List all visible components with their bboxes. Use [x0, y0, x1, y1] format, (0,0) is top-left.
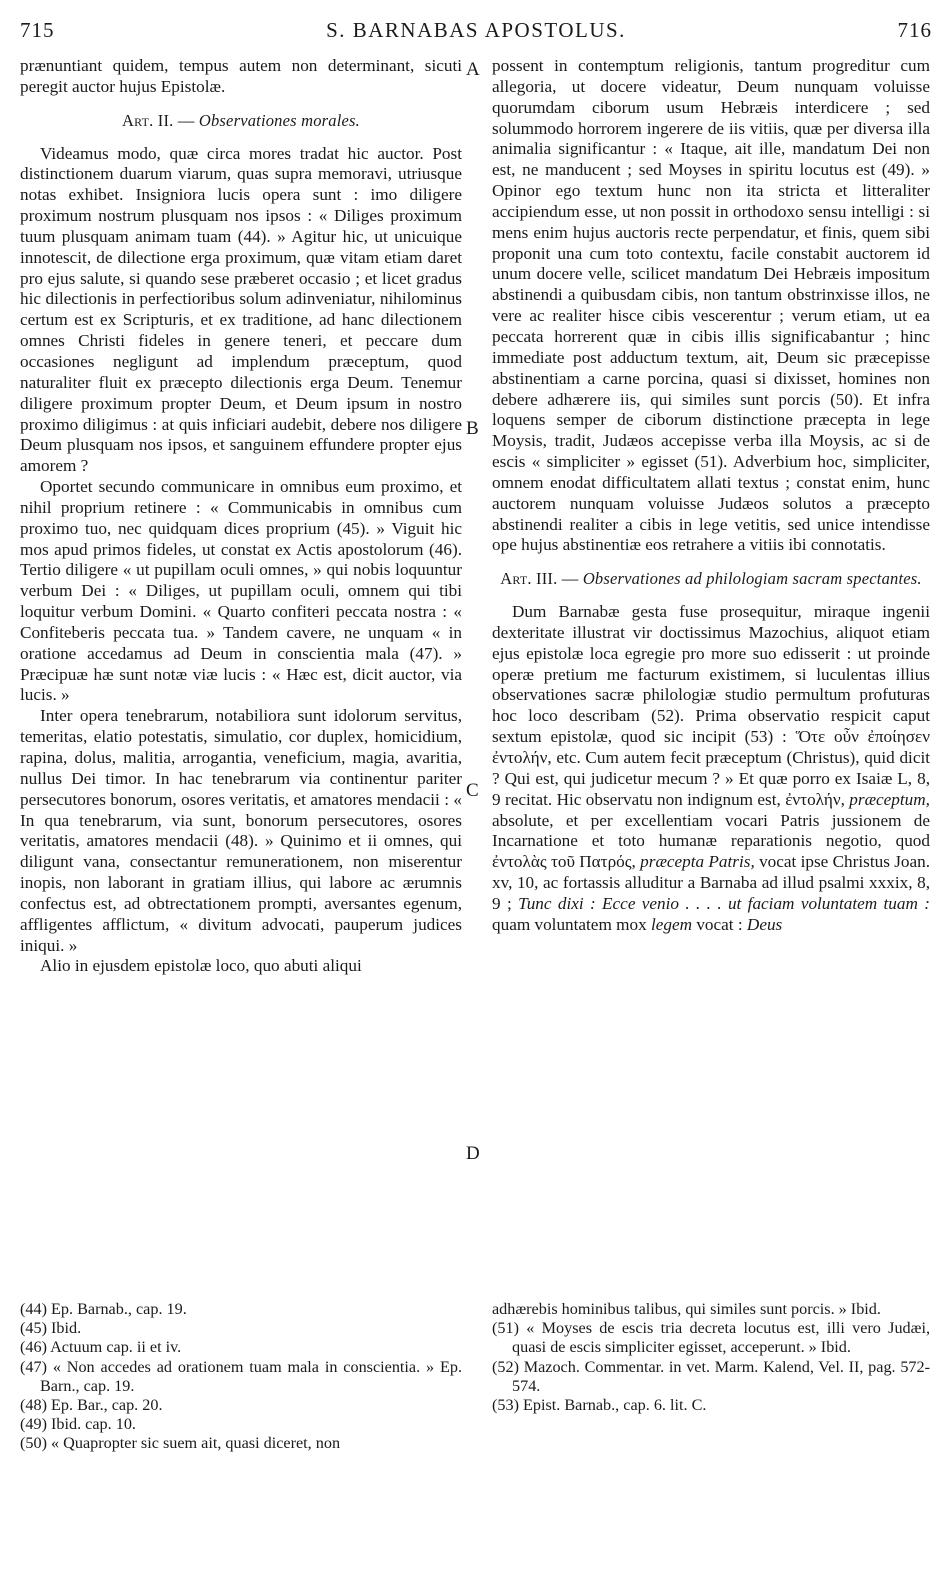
footnote-48: (48) Ep. Bar., cap. 20. — [20, 1396, 163, 1415]
page-number-right: 716 — [897, 18, 932, 42]
running-title: S. BARNABAS APOSTOLUS. — [326, 18, 626, 42]
heading-title: Observationes morales. — [198, 110, 360, 130]
left-paragraph-4: Inter opera tenebrarum, notabiliora sunt idolorum servitus, temeritas, elatio potestatis, simulatio, cor duplex, homicidium, rapina, dolus, malitia, arrogantia, veneficium, magia, avaritia, nullus Dei timor. In hac tenebrarum via continentur pariter persecutores bonorum, osores veritatis, et amatores mendacii : « In qua tenebrarum, via sunt, bonorum persecutores, osores veritatis, amatores mendacii (48). » Quinimo et ii omnes, qui diligunt vana, consectantur remunerationem, non miserentur inopis, non laborant in gratiam illius, qui labore ac ærumnis confectus est, ad obtrectationem prompti, aversantes egenum, affligentes afflictum, « divitum advocati, pauperum judices iniqui. » — [20, 706, 462, 955]
heading-title: Observationes ad philologiam sacram spectantes. — [582, 569, 922, 589]
footnotes-right — [492, 1300, 930, 1415]
italic-run: legem — [650, 914, 693, 934]
margin-letter-c: C — [466, 780, 479, 801]
footnote-52: (52) Mazoch. Commentar. in vet. Marm. Kalend, Vel. II, pag. 572-574. — [492, 1357, 930, 1395]
text-run: etc. Cum autem fecit præceptum (Christus), quid dicit ? Qui est, qui judicetur mecum ? » Et quæ porro ex Isaiæ L, 8, 9 recitat. Hic observatu non indignum est, — [492, 748, 930, 809]
greek-run: ἐντολήν, — [785, 789, 845, 809]
footnote-51: (51) « Moyses de escis tria decreta locutus est, illi vero Judæi, quasi de escis simpliciter egisset, acceperunt. » Ibid. — [492, 1319, 930, 1357]
left-paragraph-2: Videamus modo, quæ circa mores tradat hic auctor. Post distinctionem duarum viarum, quas supra memoravi, utriusque notas exhibet. Insigniora lucis opera sunt : imo diligere proximum nostrum plusquam nos ipsos : « Diliges proximum tuum plusquam animam tuam (44). » Agitur hic, ut unicuique innotescit, de dilectione erga proximum, quæ vitam etiam daret pro ejus salute, si quando sese præberet occasio ; et licet gradus hic dilectionis in perfectioribus solum adinveniatur, nihilominus certum est ex Scripturis, et ex traditione, ad hanc dilectionem omnes Christi fideles in genere teneri, et peccare dum occasiones negligunt ad implendum præceptum, quod naturaliter fluit ex præcepto dilectionis erga Deum. Tenemur diligere proximum propter Deum, et Deum ipsum in nostro proximo diligimus : at quis inficiari audebit, debere nos diligere Deum plusquam nos ipsos, et sanguinem effundere propter ejus amorem ? — [20, 143, 462, 476]
footnote-50-continued: adhærebis hominibus talibus, qui similes sunt porcis. » Ibid. — [492, 1300, 881, 1318]
footnote-45: (45) Ibid. — [20, 1319, 82, 1338]
margin-letter-d: D — [466, 1143, 480, 1164]
footnote-44: (44) Ep. Barnab., cap. 19. — [20, 1300, 187, 1318]
section-heading-art-2 — [20, 111, 462, 132]
greek-run: Ὅτε οὖν ἐποίησεν ἐντολήν, — [492, 727, 930, 767]
page-header — [20, 14, 932, 44]
section-heading-art-3 — [492, 569, 930, 590]
greek-run: ἐντολὰς τοῦ Πατρός, — [492, 852, 636, 872]
heading-label: Art. II. — — [122, 110, 195, 130]
text-run: vocat ipse Christus Joan. xv, 10, ac fortassis alluditur a Barnaba ad illud psalmi xxxix, 8, 9 ; — [492, 852, 930, 913]
text-run: Dum Barnabæ gesta fuse prosequitur, miraque ingenii dexteritate illustrat vir doctissimus Mazochius, aliquot etiam ejus epistolæ loca egregie pro more suo edisserit : ut proinde operæ pretium me facturum existimem, si luculentas illius observationes sacræ philologiæ studio permultum profuturas hoc loco describam (52). Prima observatio respicit caput sextum epistolæ, quod sic incipit (53) : — [492, 602, 930, 747]
margin-letter-b: B — [466, 418, 479, 439]
italic-run: præceptum, — [844, 789, 930, 809]
footnotes-left — [20, 1300, 462, 1454]
right-column — [492, 56, 930, 936]
left-column — [20, 56, 462, 977]
italic-run: Tunc dixi : Ecce venio . . . . ut faciam voluntatem tuam : — [518, 893, 930, 913]
footnote-50: (50) « Quapropter sic suem ait, quasi diceret, non — [20, 1434, 341, 1453]
margin-letter-a: A — [466, 59, 480, 80]
text-run: vocat : — [692, 914, 747, 934]
footnote-46: (46) Actuum cap. ii et iv. — [20, 1338, 182, 1357]
text-run: quam voluntatem mox — [492, 914, 651, 934]
left-paragraph-3: Oportet secundo communicare in omnibus eum proximo, et nihil proprium retinere : « Communicabis in omnibus cum proximo tuo, nec quidquam dices proprium (45). » Viguit hic mos apud primos fideles, ut constat ex Actis apostolorum (46). Tertio diligere « ut pupillam oculi omnes, » qui nobis loquuntur verbum Dei : « Diliges, ut pupillam oculi, omnem qui tibi loquitur verbum Domini. « Quarto confiteri peccata nostra : « Confiteberis peccata tua. » Tandem cavere, ne unquam « in oratione accedamus ad Deum in conscientia mala (47). » Præcipuæ hæ sunt notæ viæ lucis : « Hæc est, dicit auctor, via lucis. » — [20, 477, 462, 705]
text-run: absolute, et per excellentiam vocari Patris jussionem de Incarnatione et toto humanæ reparationis negotio, quod — [492, 810, 930, 851]
heading-label: Art. III. — — [500, 569, 579, 589]
page-number-left: 715 — [20, 18, 55, 42]
right-paragraph-2 — [492, 602, 930, 936]
italic-run: præcepta Patris, — [635, 852, 755, 872]
right-paragraph-1: possent in contemptum religionis, tantum progreditur cum allegoria, ut docere videatur, Deum nunquam voluisse quorumdam ciborum usum Hebræis interdicere ; sed solummodo horrorem ingerere de iis vitiis, quæ per diversa illa animalia significantur : « Itaque, ait ille, mandatum Dei non est, ne manducent ; sed Moyses in spiritu locutus est (49). » Opinor ego textum hunc non ita stricta et litteraliter accipiendum esse, ut non possit in orthodoxo sensu intelligi : si mens enim hujus auctoris recte perpendatur, et finis, quem sibi proponit una cum toto contextu, facile constabit auctorem id unum docere velle, scilicet mandatum Dei Hebræis impositum abstinendi a quibusdam cibis, non tantum obstrinxisse illos, ne vere ac realiter hisce cibis vescerentur ; verum etiam, ut ea peccata horrerent quæ in cibis illis significabantur ; hinc immediate post adductum textum, ait, Deum sic præcepisse abstinentiam a carne porcina, quasi si dixisset, homines non debere adhærere iis, qui similes sunt porcis (50). Et infra loquens semper de ciborum distinctione præcepta in lege Moysis, tradit, Judæos accepisse verba illa Moysis, ac si de escis « simpliciter » egisset (51). Adverbium hoc, simpliciter, omnem enodat difficultatem allati textus ; constat enim, hunc auctorem nunquam voluisse Judæos solutos a præcepto abstinendi realiter a cibis in lege vetitis, sed unice intendisse ope hujus abstinentiæ eos retrahere a vitiis ibi connotatis. — [492, 56, 930, 555]
footnote-49: (49) Ibid. cap. 10. — [20, 1415, 136, 1434]
italic-run: Deus — [746, 914, 783, 934]
left-paragraph-1: prænuntiant quidem, tempus autem non determinant, sicuti peregit auctor hujus Epistolæ. — [20, 56, 462, 96]
footnote-53: (53) Epist. Barnab., cap. 6. lit. C. — [492, 1396, 707, 1415]
left-paragraph-5: Alio in ejusdem epistolæ loco, quo abuti aliqui — [40, 956, 362, 976]
footnote-47: (47) « Non accedes ad orationem tuam mala in conscientia. » Ep. Barn., cap. 19. — [20, 1357, 462, 1395]
